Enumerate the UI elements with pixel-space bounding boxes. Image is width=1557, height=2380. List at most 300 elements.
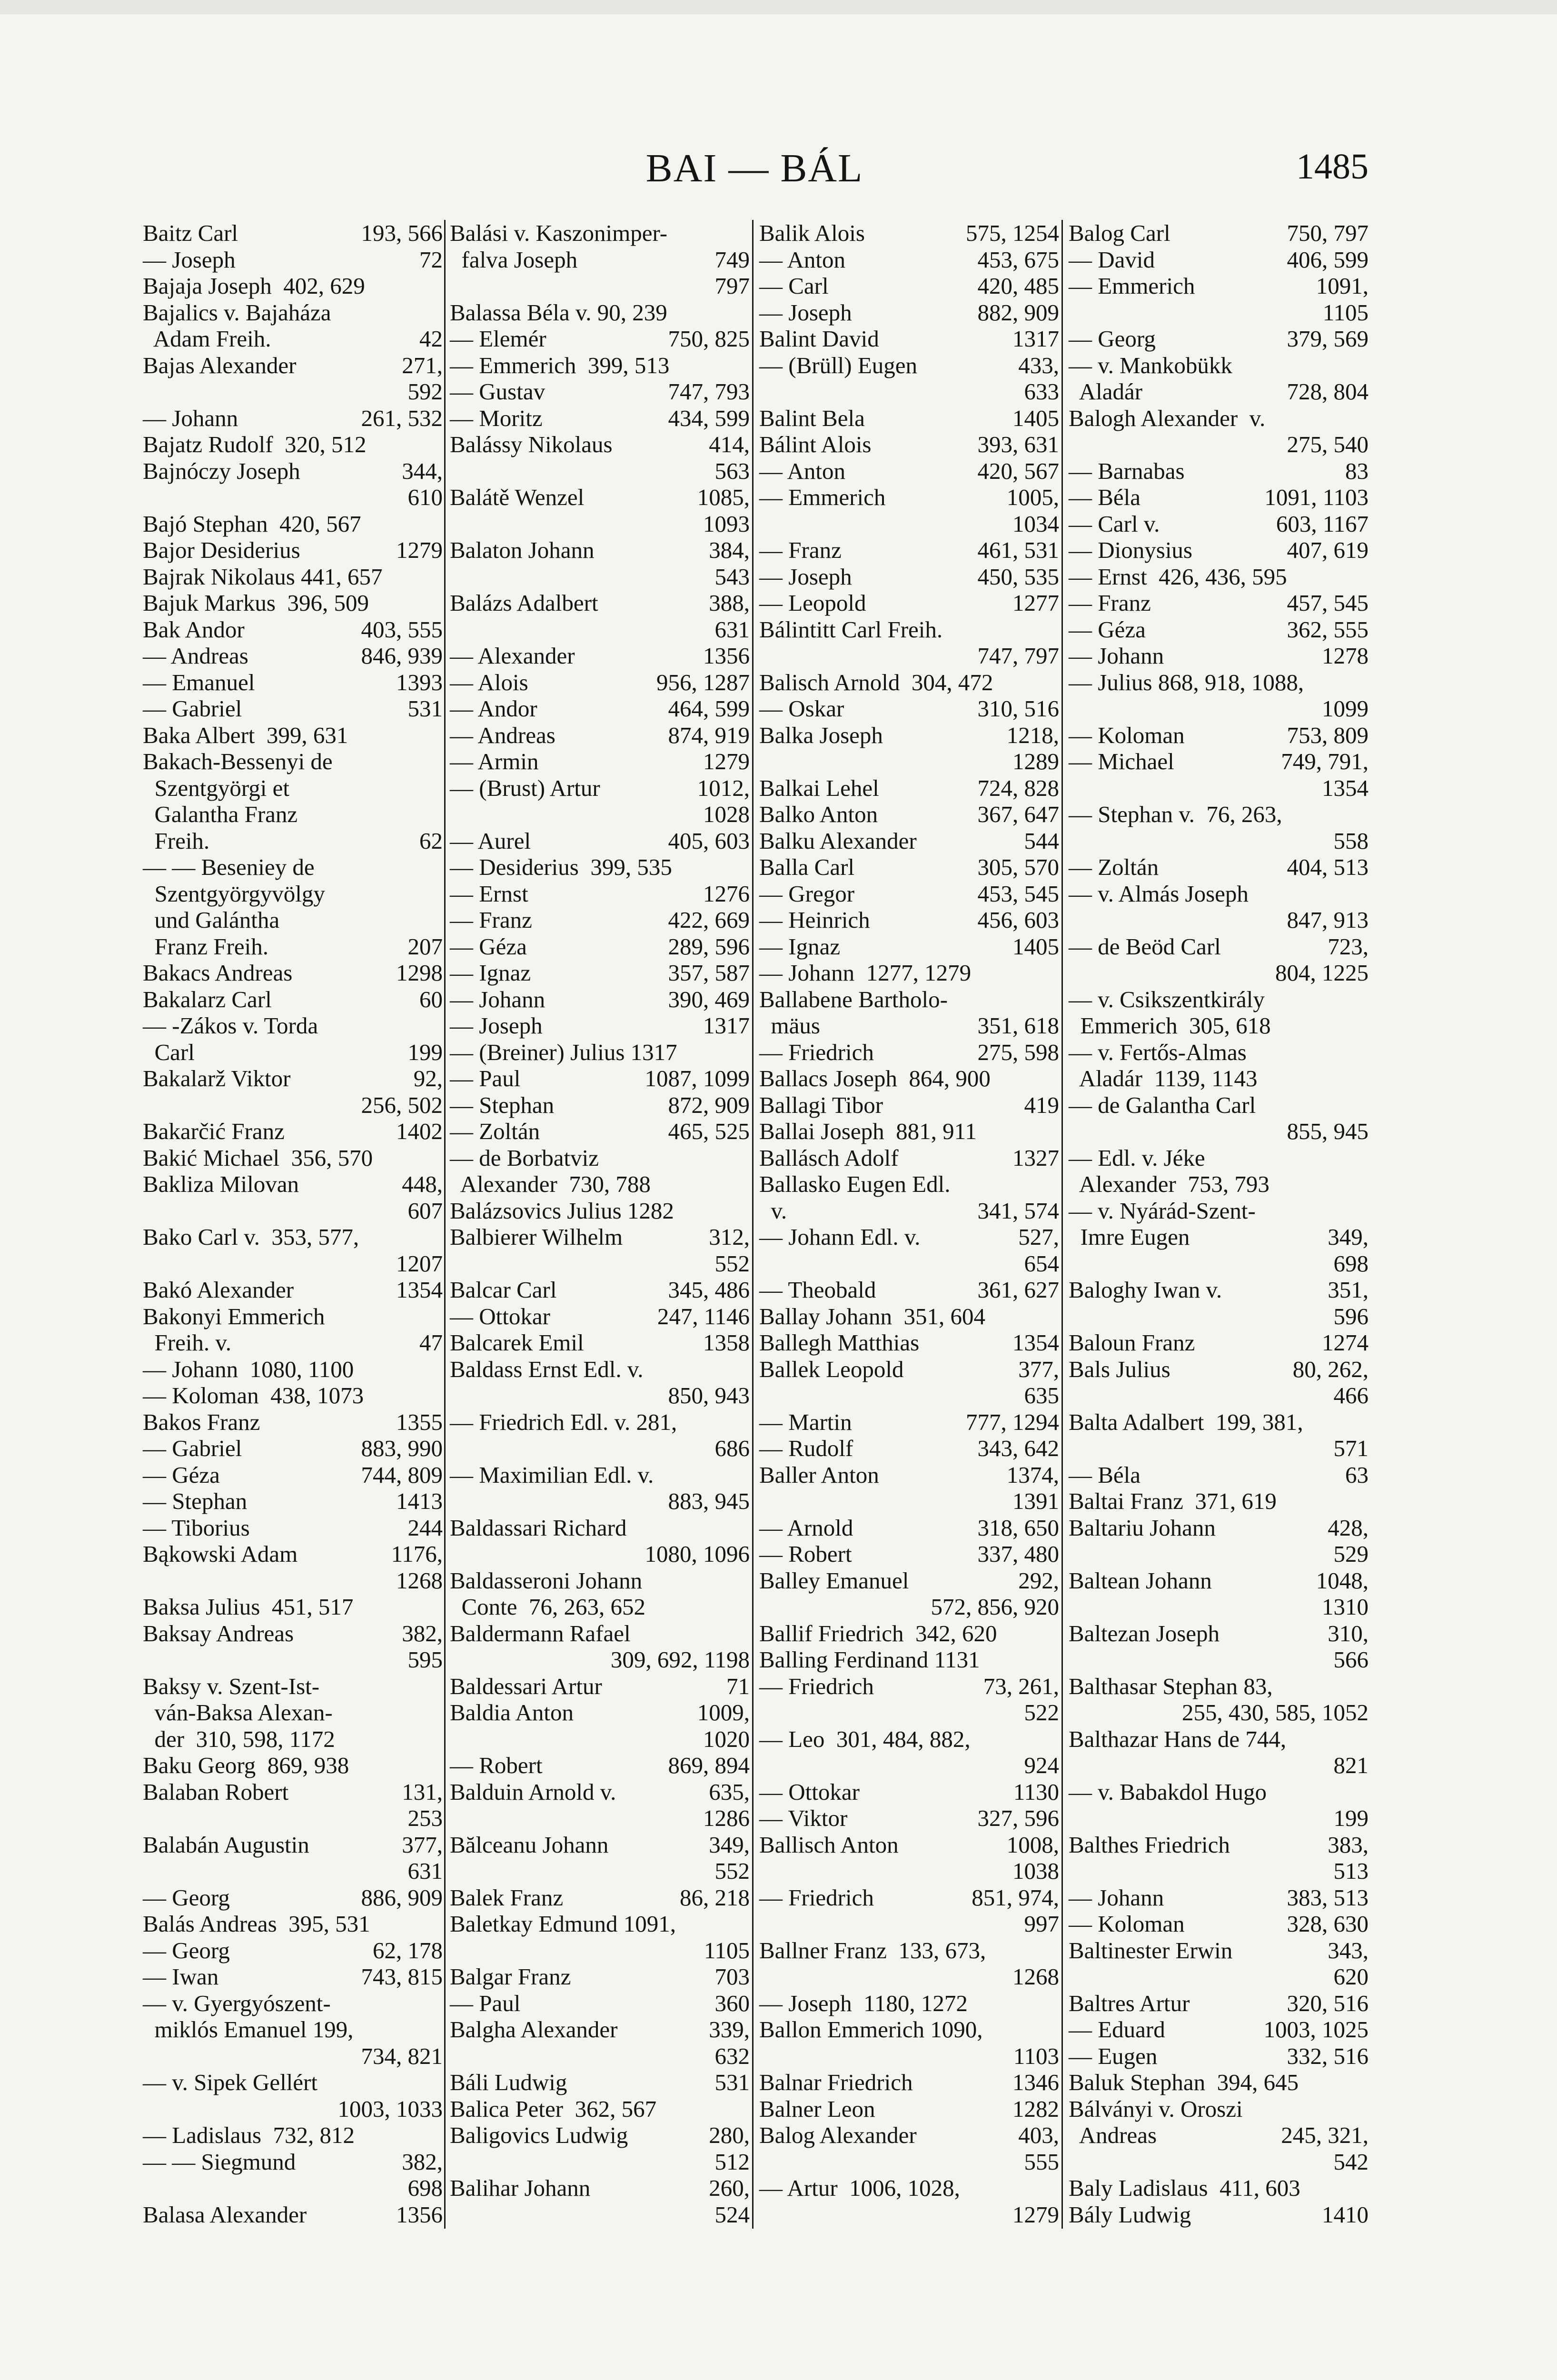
page-references: 1034: [1012, 510, 1059, 537]
page-references: 558: [1333, 827, 1369, 854]
index-entry-line: [450, 220, 750, 247]
entry-name: Baksy v. Szent-Ist-: [143, 1673, 320, 1699]
page-number: 1485: [1296, 147, 1369, 187]
entry-name: Bajnóczy Joseph: [143, 457, 300, 484]
page-references: 524: [714, 2201, 750, 2228]
entry-name: — Johann 1277, 1279: [759, 960, 972, 986]
page-references: 1346: [1012, 2069, 1059, 2095]
entry-name: Bakó Alexander: [143, 1277, 294, 1303]
page-references: 610: [407, 484, 443, 510]
entry-name: Baltai Franz 371, 619: [1069, 1488, 1277, 1514]
entry-name: Bajrak Nikolaus 441, 657: [143, 563, 383, 590]
index-entry-line: [450, 1224, 750, 1250]
entry-name: Bajaja Joseph 402, 629: [143, 273, 365, 299]
entry-name: Balcar Carl: [450, 1277, 557, 1303]
page-references: 572, 856, 920: [931, 1594, 1059, 1620]
page-references: 357, 587: [668, 960, 750, 986]
page-references: 393, 631: [977, 431, 1059, 457]
index-entry-line: [759, 1567, 1059, 1594]
index-entry-line: [759, 643, 1059, 669]
page-references: 349,: [709, 1831, 750, 1858]
entry-name: — Friedrich: [759, 1884, 874, 1911]
entry-name: Balbierer Wilhelm: [450, 1224, 623, 1250]
index-entry-line: [1069, 247, 1369, 273]
index-entry-line: [450, 986, 750, 1013]
page-references: 522: [1024, 1699, 1059, 1726]
index-entry-line: [759, 1620, 1059, 1647]
index-entry-line: [759, 1250, 1059, 1277]
index-entry-line: [450, 2016, 750, 2043]
index-entry-line: [759, 1039, 1059, 1066]
page-references: 72: [419, 246, 443, 273]
page-references: 351, 618: [977, 1012, 1059, 1039]
index-entry-line: [143, 431, 443, 458]
page-references: 1176,: [391, 1541, 443, 1567]
index-entry-line: [450, 405, 750, 432]
entry-name: Balnar Friedrich: [759, 2069, 913, 2095]
index-entry-line: [143, 1435, 443, 1462]
index-entry-line: [450, 1541, 750, 1567]
index-entry-line: [759, 1224, 1059, 1250]
page-references: 1003, 1033: [337, 2095, 443, 2122]
index-entry-line: [1069, 1118, 1369, 1145]
page-references: 1012,: [697, 774, 750, 801]
page-references: 309, 692, 1198: [610, 1646, 750, 1673]
entry-name: Balabán Augustin: [143, 1831, 309, 1858]
index-entry-line: [759, 2043, 1059, 2070]
entry-name: — Oskar: [759, 695, 844, 722]
index-entry-line: [759, 326, 1059, 352]
page-references: 464, 599: [668, 695, 750, 722]
index-entry-line: [143, 643, 443, 669]
page-references: 362, 555: [1287, 616, 1369, 643]
index-entry-line: [450, 2043, 750, 2070]
index-entry-line: [759, 986, 1059, 1013]
page-references: 403, 555: [361, 616, 443, 643]
entry-name: Balkai Lehel: [759, 774, 879, 801]
page-references: 450, 535: [977, 563, 1059, 590]
index-entry-line: [1069, 1779, 1369, 1805]
entry-name: Baldasseroni Johann: [450, 1567, 643, 1594]
index-entry-line: [143, 1224, 443, 1250]
index-entry-line: [759, 564, 1059, 590]
index-entry-line: [143, 1382, 443, 1409]
entry-name: Baldessari Artur: [450, 1673, 602, 1699]
page-references: 1405: [1012, 933, 1059, 960]
index-entry-line: [759, 1435, 1059, 1462]
entry-name: Carl: [143, 1039, 195, 1065]
page-references: 654: [1024, 1250, 1059, 1277]
page-references: 1277: [1012, 590, 1059, 616]
index-entry-line: [143, 1409, 443, 1436]
page-references: 422, 669: [668, 907, 750, 933]
index-entry-line: [759, 1911, 1059, 1937]
page-references: 1091,: [1316, 273, 1369, 299]
entry-name: — Paul: [450, 1990, 521, 2016]
index-entry-line: [143, 881, 443, 907]
entry-name: Ballacs Joseph 864, 900: [759, 1065, 991, 1091]
index-entry-line: [759, 405, 1059, 432]
entry-name: miklós Emanuel 199,: [143, 2016, 354, 2043]
page-references: 1413: [396, 1488, 443, 1514]
entry-name: — Stephan: [143, 1488, 248, 1514]
index-entry-line: [143, 1646, 443, 1673]
entry-name: — Viktor: [759, 1805, 848, 1831]
index-entry-line: [759, 1805, 1059, 1832]
entry-name: Balint Bela: [759, 405, 865, 431]
index-entry-line: [759, 828, 1059, 854]
entry-name: — de Borbatviz: [450, 1144, 599, 1171]
entry-name: Bajó Stephan 420, 567: [143, 510, 361, 537]
page-references: 1391: [1012, 1488, 1059, 1514]
page-references: 453, 675: [977, 246, 1059, 273]
page-references: 847, 913: [1287, 907, 1369, 933]
page-references: 804, 1225: [1275, 960, 1369, 986]
entry-name: Báli Ludwig: [450, 2069, 567, 2095]
page-references: 874, 919: [668, 722, 750, 748]
page-references: 723,: [1328, 933, 1369, 960]
index-entry-line: [759, 1990, 1059, 2017]
page-references: 821: [1333, 1752, 1369, 1778]
index-entry-line: [1069, 1065, 1369, 1092]
index-entry-line: [1069, 1673, 1369, 1700]
index-entry-line: [759, 1118, 1059, 1145]
index-entry-line: [143, 775, 443, 802]
index-entry-line: [143, 1673, 443, 1700]
index-entry-line: [143, 695, 443, 722]
page-references: 724, 828: [977, 774, 1059, 801]
page-references: 199: [1333, 1805, 1369, 1831]
entry-name: Ballabene Bartholo-: [759, 986, 948, 1012]
page-references: 1274: [1322, 1329, 1369, 1356]
index-entry-line: [450, 907, 750, 933]
entry-name: Balgha Alexander: [450, 2016, 618, 2043]
entry-name: — Artur 1006, 1028,: [759, 2175, 960, 2201]
entry-name: Balla Carl: [759, 854, 855, 880]
index-entry-line: [1069, 1303, 1369, 1330]
entry-name: Baku Georg 869, 938: [143, 1752, 349, 1778]
index-entry-line: [759, 2202, 1059, 2228]
entry-name: Ballagi Tibor: [759, 1091, 883, 1118]
index-entry-line: [1069, 378, 1369, 405]
entry-name: Bakalarz Carl: [143, 986, 272, 1012]
entry-name: Szentgyörgyvölgy: [143, 880, 325, 907]
entry-name: — Moritz: [450, 405, 543, 431]
entry-name: Balku Alexander: [759, 827, 917, 854]
index-entry-line: [1069, 616, 1369, 643]
index-entry-line: [759, 669, 1059, 696]
entry-name: — Michael: [1069, 748, 1174, 774]
page-references: 512: [714, 2148, 750, 2175]
page-references: 261, 532: [361, 405, 443, 431]
entry-name: — Joseph: [759, 563, 852, 590]
page-references: 47: [419, 1329, 443, 1356]
index-entry-line: [143, 616, 443, 643]
page-references: 320, 516: [1287, 1990, 1369, 2016]
index-entry-line: [759, 1594, 1059, 1620]
page-references: 1310: [1322, 1594, 1369, 1620]
index-entry-line: [143, 378, 443, 405]
page-top-edge: [0, 0, 1557, 14]
page-references: 620: [1333, 1964, 1369, 1990]
index-entry-line: [450, 564, 750, 590]
entry-name: — Andreas: [143, 643, 248, 669]
page-references: 1354: [396, 1277, 443, 1303]
index-entry-line: [143, 801, 443, 828]
index-entry-line: [143, 537, 443, 564]
entry-name: — v. Fertős-Almas: [1069, 1039, 1247, 1065]
index-entry-line: [759, 1065, 1059, 1092]
entry-name: — Eduard: [1069, 2016, 1165, 2043]
entry-name: — Carl: [759, 273, 829, 299]
index-entry-line: [759, 458, 1059, 485]
page-references: 337, 480: [977, 1541, 1059, 1567]
index-entry-line: [450, 484, 750, 511]
page-references: 199: [407, 1039, 443, 1065]
entry-name: Bajatz Rudolf 320, 512: [143, 431, 367, 457]
index-entry-line: [1069, 273, 1369, 299]
page-references: 1327: [1012, 1144, 1059, 1171]
page-references: 465, 525: [668, 1118, 750, 1144]
entry-name: — Ernst 426, 436, 595: [1069, 563, 1287, 590]
index-entry-line: [450, 722, 750, 749]
index-entry-line: [1069, 1250, 1369, 1277]
page-references: 552: [714, 1858, 750, 1884]
index-entry-line: [143, 511, 443, 537]
index-entry-line: [143, 1171, 443, 1198]
page-references: 753, 809: [1287, 722, 1369, 748]
index-entry-line: [759, 1884, 1059, 1911]
index-entry-line: [450, 1171, 750, 1198]
index-entry-line: [143, 2016, 443, 2043]
page-references: 1356: [703, 643, 750, 669]
index-entry-line: [143, 2149, 443, 2175]
index-entry-line: [759, 1673, 1059, 1700]
index-entry-line: [1069, 590, 1369, 616]
index-entry-line: [1069, 1805, 1369, 1832]
page-references: 1048,: [1316, 1567, 1369, 1594]
page-references: 1276: [703, 880, 750, 907]
entry-name: — Julius 868, 918, 1088,: [1069, 669, 1304, 695]
index-entry-line: [450, 801, 750, 828]
index-entry-line: [759, 854, 1059, 881]
page-references: 1374,: [1006, 1461, 1059, 1488]
page-references: 256, 502: [361, 1091, 443, 1118]
entry-name: Baluk Stephan 394, 645: [1069, 2069, 1299, 2095]
entry-name: — v. Babakdol Hugo: [1069, 1778, 1267, 1805]
page-references: 420, 485: [977, 273, 1059, 299]
page-references: 698: [407, 2175, 443, 2201]
entry-name: Balka Joseph: [759, 722, 883, 748]
entry-name: Balaban Robert: [143, 1778, 289, 1805]
page-references: 631: [407, 1858, 443, 1884]
page-references: 310,: [1328, 1620, 1369, 1646]
index-entry-line: [450, 1884, 750, 1911]
page-references: 318, 650: [977, 1514, 1059, 1541]
entry-name: — Friedrich Edl. v. 281,: [450, 1408, 677, 1435]
index-entry-line: [143, 1198, 443, 1224]
page-references: 92,: [413, 1065, 443, 1091]
page-references: 1105: [1322, 299, 1369, 326]
index-entry-line: [143, 1752, 443, 1779]
index-entry-line: [1069, 1435, 1369, 1462]
entry-name: Balko Anton: [759, 801, 878, 827]
index-entry-line: [143, 1699, 443, 1726]
index-entry-line: [759, 748, 1059, 775]
page-references: 360: [714, 1990, 750, 2016]
index-entry-line: [759, 1277, 1059, 1303]
entry-name: Bako Carl v. 353, 577,: [143, 1224, 359, 1250]
index-entry-line: [143, 1092, 443, 1119]
page-references: 563: [714, 457, 750, 484]
page-references: 1005,: [1006, 484, 1059, 510]
index-entry-line: [450, 1118, 750, 1145]
index-entry-line: [143, 1118, 443, 1145]
index-entry-line: [143, 1250, 443, 1277]
page-references: 466: [1333, 1382, 1369, 1408]
index-entry-line: [1069, 722, 1369, 749]
index-entry-line: [143, 1065, 443, 1092]
index-entry-line: [450, 1145, 750, 1171]
page-references: 555: [1024, 2148, 1059, 2175]
index-entry-line: [759, 2175, 1059, 2202]
index-entry-line: [450, 299, 750, 326]
index-entry-line: [450, 247, 750, 273]
page-references: 456, 603: [977, 907, 1059, 933]
index-entry-line: [143, 1541, 443, 1567]
entry-name: — Andreas: [450, 722, 555, 748]
page-references: 1268: [1012, 1964, 1059, 1990]
page-references: 544: [1024, 827, 1059, 854]
page-references: 131,: [402, 1778, 443, 1805]
index-entry-line: [1069, 2096, 1369, 2122]
page-references: 383, 513: [1287, 1884, 1369, 1911]
page-references: 1020: [703, 1726, 750, 1752]
entry-name: Baldermann Rafael: [450, 1620, 631, 1646]
entry-name: — Tiborius: [143, 1514, 250, 1541]
entry-name: Balihar Johann: [450, 2175, 591, 2201]
index-entry-line: [450, 1646, 750, 1673]
index-entry-line: [450, 1699, 750, 1726]
index-entry-line: [1069, 1356, 1369, 1383]
page-references: 747, 797: [977, 643, 1059, 669]
entry-name: — v. Csikszentkirály: [1069, 986, 1265, 1012]
entry-name: Bajor Desiderius: [143, 537, 300, 563]
page-references: 361, 627: [977, 1277, 1059, 1303]
index-entry-line: [450, 1752, 750, 1779]
entry-name: — Joseph: [143, 246, 236, 273]
page-references: 592: [407, 378, 443, 405]
page-references: 744, 809: [361, 1461, 443, 1488]
entry-name: und Galántha: [143, 907, 280, 933]
index-column-2: [450, 220, 750, 2228]
entry-name: — Theobald: [759, 1277, 876, 1303]
page-references: 1091, 1103: [1264, 484, 1369, 510]
index-entry-line: [1069, 1937, 1369, 1964]
index-entry-line: [1069, 458, 1369, 485]
page-references: 406, 599: [1287, 246, 1369, 273]
page-references: 632: [714, 2043, 750, 2069]
entry-name: Ballif Friedrich 342, 620: [759, 1620, 997, 1646]
index-entry-line: [450, 1303, 750, 1330]
entry-name: Ballásch Adolf: [759, 1144, 899, 1171]
entry-name: — Aurel: [450, 827, 531, 854]
page-references: 1289: [1012, 748, 1059, 774]
index-entry-line: [1069, 1541, 1369, 1567]
entry-name: — Gabriel: [143, 1435, 242, 1461]
index-entry-line: [759, 1699, 1059, 1726]
entry-name: Freih. v.: [143, 1329, 231, 1356]
page-references: 428,: [1328, 1514, 1369, 1541]
index-entry-line: [450, 960, 750, 986]
page-references: 686: [714, 1435, 750, 1461]
page-references: 872, 909: [668, 1091, 750, 1118]
page-references: 531: [714, 2069, 750, 2095]
entry-name: Baksa Julius 451, 517: [143, 1594, 354, 1620]
index-entry-line: [450, 1329, 750, 1356]
index-entry-line: [450, 1673, 750, 1700]
entry-name: — Gabriel: [143, 695, 242, 722]
index-entry-line: [759, 616, 1059, 643]
entry-name: — Ignaz: [450, 960, 531, 986]
entry-name: Baldassari Richard: [450, 1514, 627, 1541]
index-entry-line: [1069, 933, 1369, 960]
page-references: 728, 804: [1287, 378, 1369, 405]
index-entry-line: [450, 378, 750, 405]
index-entry-line: [450, 1356, 750, 1383]
entry-name: Baloghy Iwan v.: [1069, 1277, 1222, 1303]
entry-name: Ballay Johann 351, 604: [759, 1303, 985, 1329]
page-references: 377,: [402, 1831, 443, 1858]
entry-name: — de Beöd Carl: [1069, 933, 1221, 960]
page-references: 1317: [1012, 326, 1059, 352]
entry-name: — Armin: [450, 748, 539, 774]
index-entry-line: [759, 881, 1059, 907]
entry-name: Baly Ladislaus 411, 603: [1069, 2175, 1300, 2201]
entry-name: Balek Franz: [450, 1884, 564, 1911]
entry-name: Bajalics v. Bajaháza: [143, 299, 331, 326]
index-entry-line: [1069, 881, 1369, 907]
page-references: 527,: [1018, 1224, 1059, 1250]
index-entry-line: [143, 1884, 443, 1911]
index-entry-line: [1069, 854, 1369, 881]
entry-name: — Koloman 438, 1073: [143, 1382, 364, 1408]
entry-name: Ballasko Eugen Edl.: [759, 1171, 951, 1197]
page-title: BAI — BÁL: [645, 146, 863, 190]
entry-name: Bajuk Markus 396, 509: [143, 590, 369, 616]
index-entry-line: [759, 1832, 1059, 1858]
page-references: 883, 990: [361, 1435, 443, 1461]
page-references: 1105: [704, 1937, 750, 1964]
entry-name: — Elemér: [450, 326, 546, 352]
page-references: 461, 531: [977, 537, 1059, 563]
page-references: 750, 825: [668, 326, 750, 352]
index-entry-line: [450, 1462, 750, 1488]
page-references: 403,: [1018, 2122, 1059, 2148]
index-entry-line: [759, 933, 1059, 960]
page-references: 513: [1333, 1858, 1369, 1884]
index-entry-line: [143, 299, 443, 326]
column-divider: [752, 220, 754, 2229]
index-entry-line: [759, 1012, 1059, 1039]
index-entry-line: [759, 2016, 1059, 2043]
page-references: 42: [419, 326, 443, 352]
entry-name: Balátě Wenzel: [450, 484, 585, 510]
index-entry-line: [1069, 669, 1369, 696]
entry-name: Baldass Ernst Edl. v.: [450, 1356, 644, 1382]
index-entry-line: [450, 1409, 750, 1436]
entry-name: Baltinester Erwin: [1069, 1937, 1233, 1964]
